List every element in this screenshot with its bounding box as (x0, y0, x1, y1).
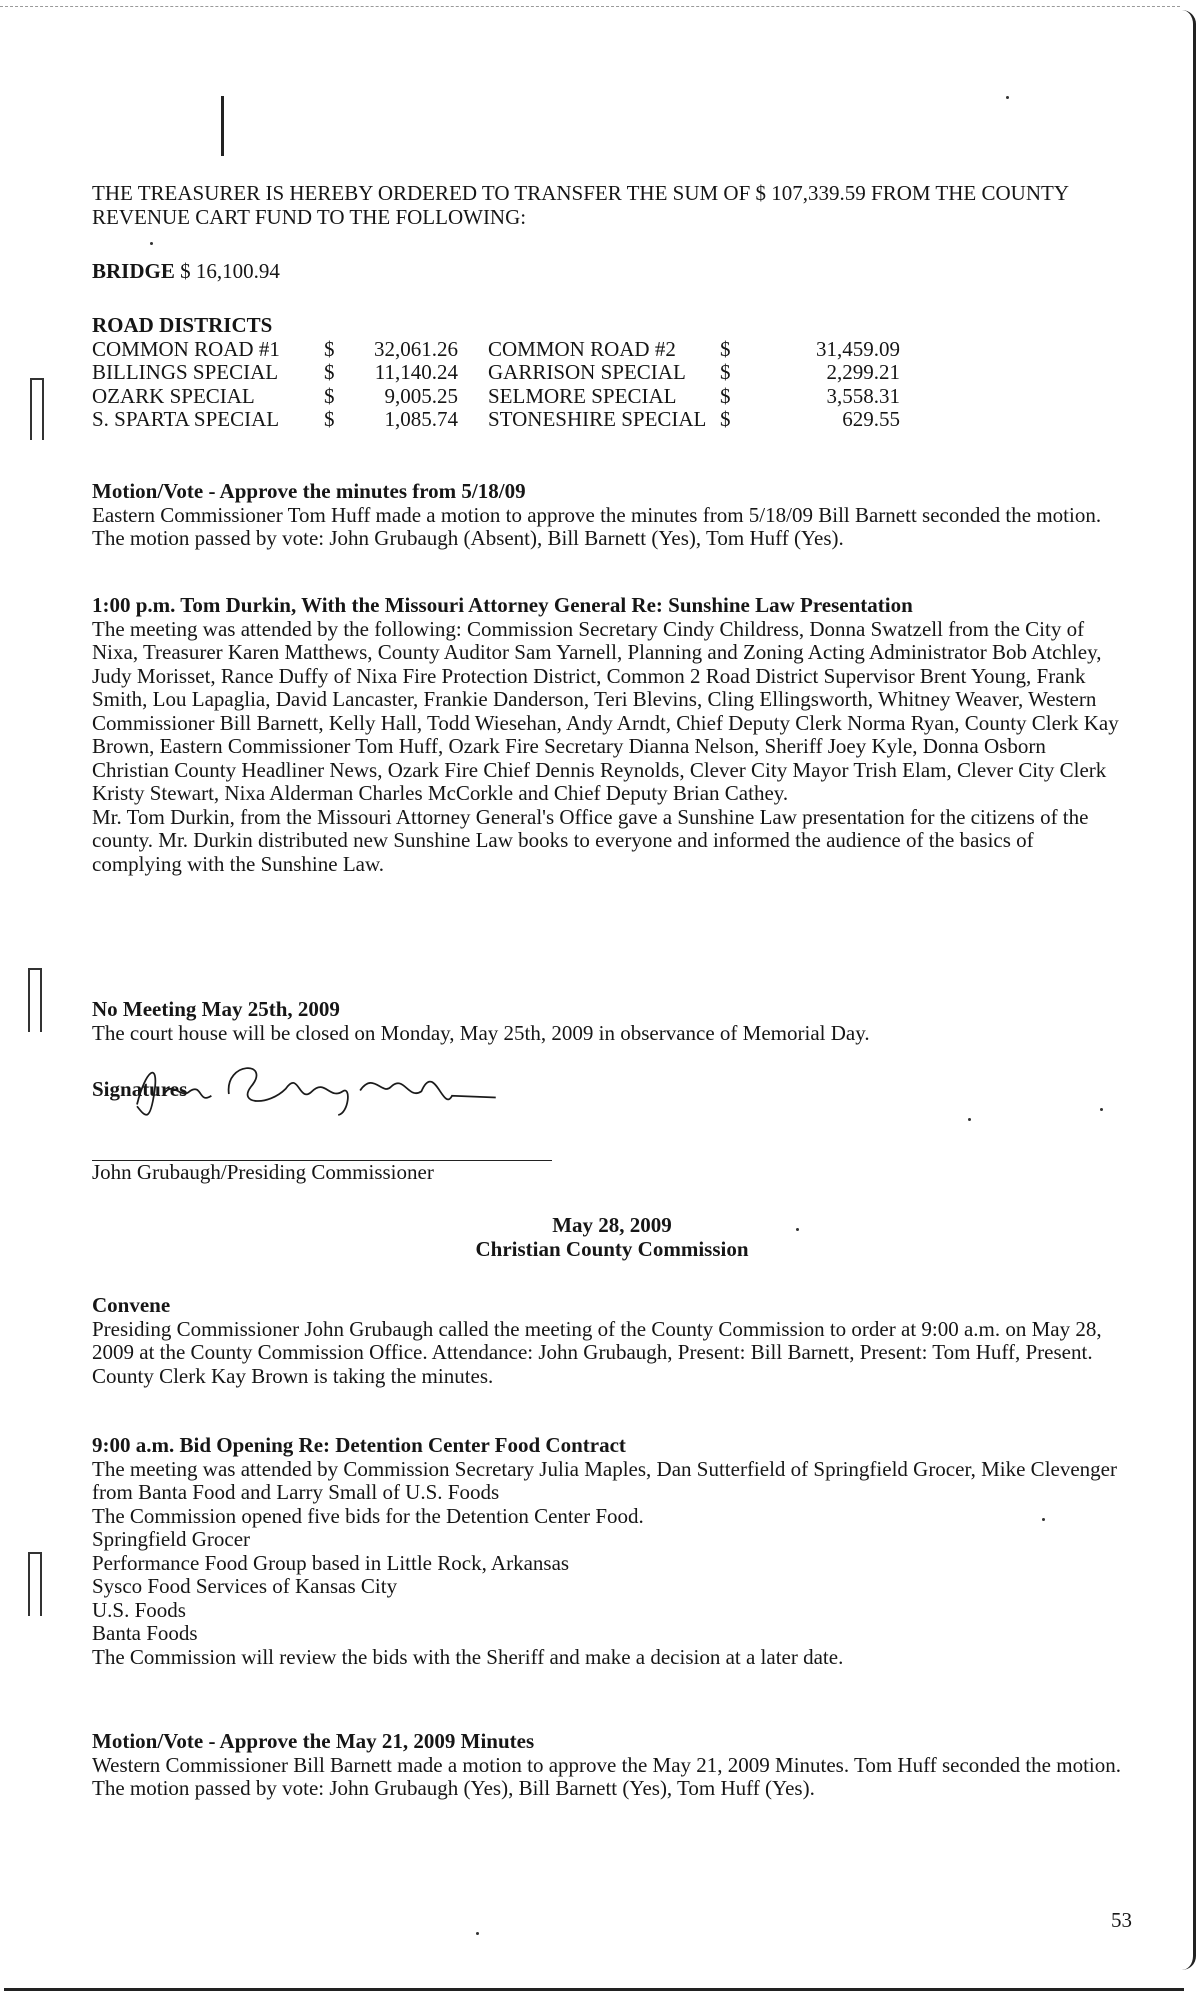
section-body: Presiding Commissioner John Grubaugh called the meeting of the County Commission to order at 9:00 a.m. on May 28, 2009 at the County Commission Office. Attendance: John Grubaugh, Present: Bill Barnett, Present: Tom Huff, Present. County Clerk Kay Brown is taking the minutes. (92, 1316, 1102, 1388)
currency-sign: $ (720, 407, 731, 431)
page-number: 53 (1111, 1908, 1132, 1932)
fund-row (92, 408, 900, 432)
no-meeting-section (92, 998, 1122, 1045)
page-edge-bottom (4, 1988, 1184, 1991)
scan-speck (150, 242, 153, 245)
motion-521-section (92, 1730, 1122, 1801)
bidder-item: Sysco Food Services of Kansas City (92, 1574, 398, 1598)
transfer-order-text: THE TREASURER IS HEREBY ORDERED TO TRANSFER THE SUM OF $ 107,339.59 FROM THE COUNTY REVENUE CART FUND TO THE FOLLOWING: (92, 181, 1069, 229)
bridge-line (92, 260, 1122, 284)
bidder-item: Banta Foods (92, 1621, 198, 1645)
fund-row (92, 385, 900, 409)
section-heading: 9:00 a.m. Bid Opening Re: Detention Center Food Contract (92, 1433, 626, 1457)
road-districts (92, 314, 1122, 432)
signature-area (92, 1102, 1122, 1158)
scan-artifact-top (0, 6, 1180, 7)
fund-amount: 32,061.26 (374, 336, 458, 361)
fund-amount: 11,140.24 (374, 360, 458, 384)
fund-row (92, 338, 900, 362)
signatures-section (92, 1078, 1122, 1184)
bid-intro: The Commission opened five bids for the Detention Center Food. (92, 1503, 644, 1528)
attendance-text: The meeting was attended by Commission Secretary Julia Maples, Dan Sutterfield of Springfield Grocer, Mike Clevenger from Banta Food and Larry Small of U.S. Foods (92, 1456, 1117, 1504)
bidder-item: Springfield Grocer (92, 1527, 251, 1551)
bidder-list (92, 1528, 1122, 1646)
bid-closing: The Commission will review the bids with the Sheriff and make a decision at a later date. (92, 1644, 844, 1669)
binder-hole-mark (28, 968, 42, 1032)
bridge-label: BRIDGE (92, 259, 175, 283)
currency-sign: $ (720, 336, 731, 361)
section-heading: Signatures (92, 1077, 188, 1101)
section-heading: Motion/Vote - Approve the May 21, 2009 Minutes (92, 1729, 535, 1753)
section-body: Eastern Commissioner Tom Huff made a motion to approve the minutes from 5/18/09 Bill Barnett seconded the motion. The motion passed by vote: John Grubaugh (Absent), Bill Barnett (Yes), Tom Huff (Yes). (92, 502, 1102, 550)
fund-amount: 1,085.74 (384, 407, 458, 431)
section-heading: No Meeting May 25th, 2009 (92, 997, 340, 1021)
binder-hole-mark (28, 1552, 42, 1616)
section-body: Western Commissioner Bill Barnett made a motion to approve the May 21, 2009 Minutes. Tom Huff seconded the motion. The motion passed by vote: John Grubaugh (Yes), Bill Barnett (Yes), Tom Huff (Yes). (92, 1752, 1121, 1800)
section-body: The court house will be closed on Monday, May 25th, 2009 in observance of Memorial Day. (92, 1020, 870, 1045)
road-districts-table (92, 338, 900, 432)
fund-row (92, 361, 900, 385)
presentation-text: Mr. Tom Durkin, from the Missouri Attorney General's Office gave a Sunshine Law presentation for the citizens of the county. Mr. Durkin distributed new Sunshine Law books to everyone and informed the audience of the basics of complying with the Sunshine Law. (92, 804, 1089, 876)
section-heading: Convene (92, 1293, 171, 1317)
page-edge (1179, 10, 1196, 1970)
scan-speck (1006, 96, 1009, 99)
motion-518-section (92, 480, 1122, 551)
bidder-item: U.S. Foods (92, 1597, 186, 1622)
fund-amount: 31,459.09 (816, 336, 900, 361)
fund-amount: 3,558.31 (826, 383, 900, 408)
bridge-amount: $ 16,100.94 (180, 259, 280, 283)
section-heading: Motion/Vote - Approve the minutes from 5/18/09 (92, 479, 526, 503)
binder-hole-mark (30, 378, 44, 440)
attendance-text: The meeting was attended by the following: Commission Secretary Cindy Childress, Donna Swatzell from the City of Nixa, Treasurer Karen Matthews, County Auditor Sam Yarnell, Planning and Zoning Acting Administrator Bob Atchley, Judy Morisset, Rance Duffy of Nixa Fire Protection District, Common 2 Road District Supervisor Brent Young, Frank Smith, Lou Lapaglia, David Lancaster, Frankie Danderson, Teri Blevins, Cling Ellingsworth, Whitney Weaver, Western Commissioner Bill Barnett, Kelly Hall, Todd Wiesehan, Andy Arndt, Chief Deputy Clerk Norma Ryan, County Clerk Kay Brown, Eastern Commissioner Tom Huff, Ozark Fire Secretary Dianna Nelson, Sheriff Joey Kyle, Donna Osborn Christian County Headliner News, Ozark Fire Chief Dennis Reynolds, Clever City Mayor Trish Elam, Clever City Clerk Kristy Stewart, Nixa Alderman Charles McCorkle and Chief Deputy Brian Cathey. (92, 616, 1119, 805)
handwritten-signature (92, 1052, 532, 1122)
fund-name: GARRISON SPECIAL (488, 360, 686, 384)
fund-name: STONESHIRE SPECIAL (488, 407, 707, 431)
fund-name: COMMON ROAD #2 (488, 336, 676, 361)
currency-sign: $ (324, 407, 335, 431)
currency-sign: $ (720, 360, 731, 384)
currency-sign: $ (324, 383, 335, 408)
currency-sign: $ (324, 360, 335, 384)
transfer-order (92, 182, 1122, 229)
fund-name: COMMON ROAD #1 (92, 336, 280, 361)
currency-sign: $ (324, 336, 335, 361)
fund-amount: 629.55 (842, 407, 900, 431)
bid-opening-section (92, 1434, 1122, 1669)
convene-section (92, 1294, 1122, 1388)
fund-name: BILLINGS SPECIAL (92, 360, 279, 384)
fund-name: S. SPARTA SPECIAL (92, 407, 280, 431)
durkin-section (92, 594, 1122, 876)
fund-name: OZARK SPECIAL (92, 383, 255, 408)
section-heading: 1:00 p.m. Tom Durkin, With the Missouri Attorney General Re: Sunshine Law Presentation (92, 593, 913, 617)
signer-name: John Grubaugh/Presiding Commissioner (92, 1159, 434, 1184)
fund-amount: 2,299.21 (826, 360, 900, 384)
scan-mark (221, 96, 224, 156)
fund-amount: 9,005.25 (384, 383, 458, 408)
road-districts-heading: ROAD DISTRICTS (92, 313, 273, 337)
bidder-item: Performance Food Group based in Little Rock, Arkansas (92, 1550, 570, 1575)
scan-speck (476, 1932, 479, 1935)
session-body-name: Christian County Commission (475, 1236, 749, 1261)
currency-sign: $ (720, 383, 731, 408)
session-header (92, 1214, 1132, 1261)
fund-name: SELMORE SPECIAL (488, 383, 677, 408)
session-date: May 28, 2009 (552, 1213, 672, 1237)
